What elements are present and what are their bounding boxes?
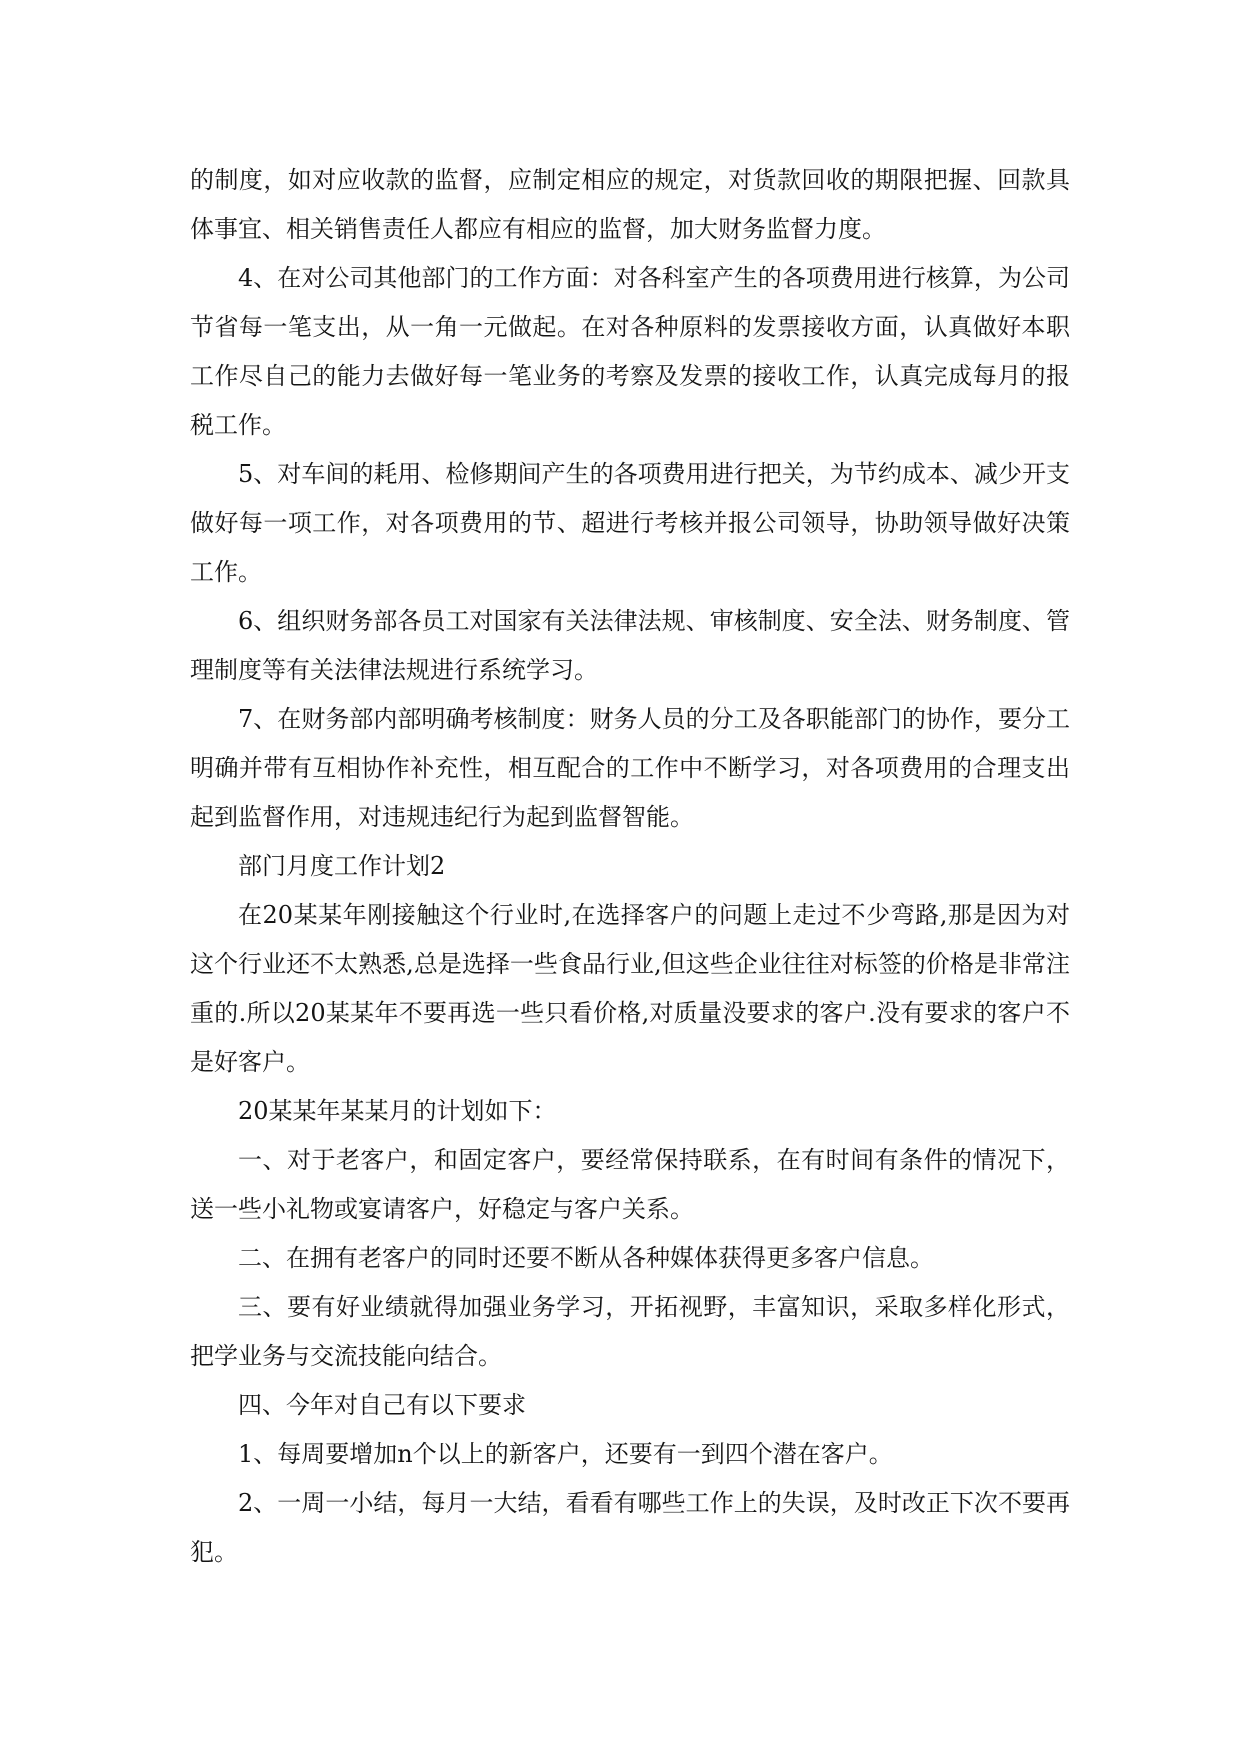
paragraph-item-5: 5、对车间的耗用、检修期间产生的各项费用进行把关，为节约成本、减少开支做好每一项工作，对各项费用的节、超进行考核并报公司领导，协助领导做好决策工作。 — [190, 460, 1070, 586]
paragraph-continuation: 的制度，如对应收款的监督，应制定相应的规定，对货款回收的期限把握、回款具体事宜、相关销售责任人都应有相应的监督，加大财务监督力度。 — [190, 166, 1070, 243]
paragraph-item-6: 6、组织财务部各员工对国家有关法律法规、审核制度、安全法、财务制度、管理制度等有关法律法规进行系统学习。 — [190, 607, 1070, 684]
paragraph-plan-4: 四、今年对自己有以下要求 — [238, 1391, 526, 1419]
paragraph-plan-lead: 20某某年某某月的计划如下： — [238, 1097, 557, 1125]
paragraph-requirement-2: 2、一周一小结，每月一大结，看看有哪些工作上的失误，及时改正下次不要再犯。 — [190, 1489, 1070, 1566]
paragraph-item-7: 7、在财务部内部明确考核制度：财务人员的分工及各职能部门的协作，要分工明确并带有互相协作补充性，相互配合的工作中不断学习，对各项费用的合理支出起到监督作用，对违规违纪行为起到监督智能。 — [190, 705, 1070, 831]
paragraph-intro: 在20某某年刚接触这个行业时,在选择客户的问题上走过不少弯路,那是因为对这个行业还不太熟悉,总是选择一些食品行业,但这些企业往往对标签的价格是非常注重的.所以20某某年不要再选一些只看价格,对质量没要求的客户.没有要求的客户不是好客户。 — [190, 901, 1070, 1076]
paragraph-item-4: 4、在对公司其他部门的工作方面：对各科室产生的各项费用进行核算，为公司节省每一笔支出，从一角一元做起。在对各种原料的发票接收方面，认真做好本职工作尽自己的能力去做好每一笔业务的考察及发票的接收工作，认真完成每月的报税工作。 — [190, 264, 1070, 439]
section-heading: 部门月度工作计划2 — [238, 852, 446, 880]
paragraph-plan-1: 一、对于老客户，和固定客户，要经常保持联系，在有时间有条件的情况下，送一些小礼物或宴请客户，好稳定与客户关系。 — [190, 1146, 1070, 1223]
paragraph-plan-3: 三、要有好业绩就得加强业务学习，开拓视野，丰富知识，采取多样化形式，把学业务与交流技能向结合。 — [190, 1293, 1070, 1370]
document-body — [190, 156, 1070, 1577]
paragraph-plan-2: 二、在拥有老客户的同时还要不断从各种媒体获得更多客户信息。 — [238, 1244, 934, 1272]
paragraph-requirement-1: 1、每周要增加n个以上的新客户，还要有一到四个潜在客户。 — [238, 1440, 893, 1468]
